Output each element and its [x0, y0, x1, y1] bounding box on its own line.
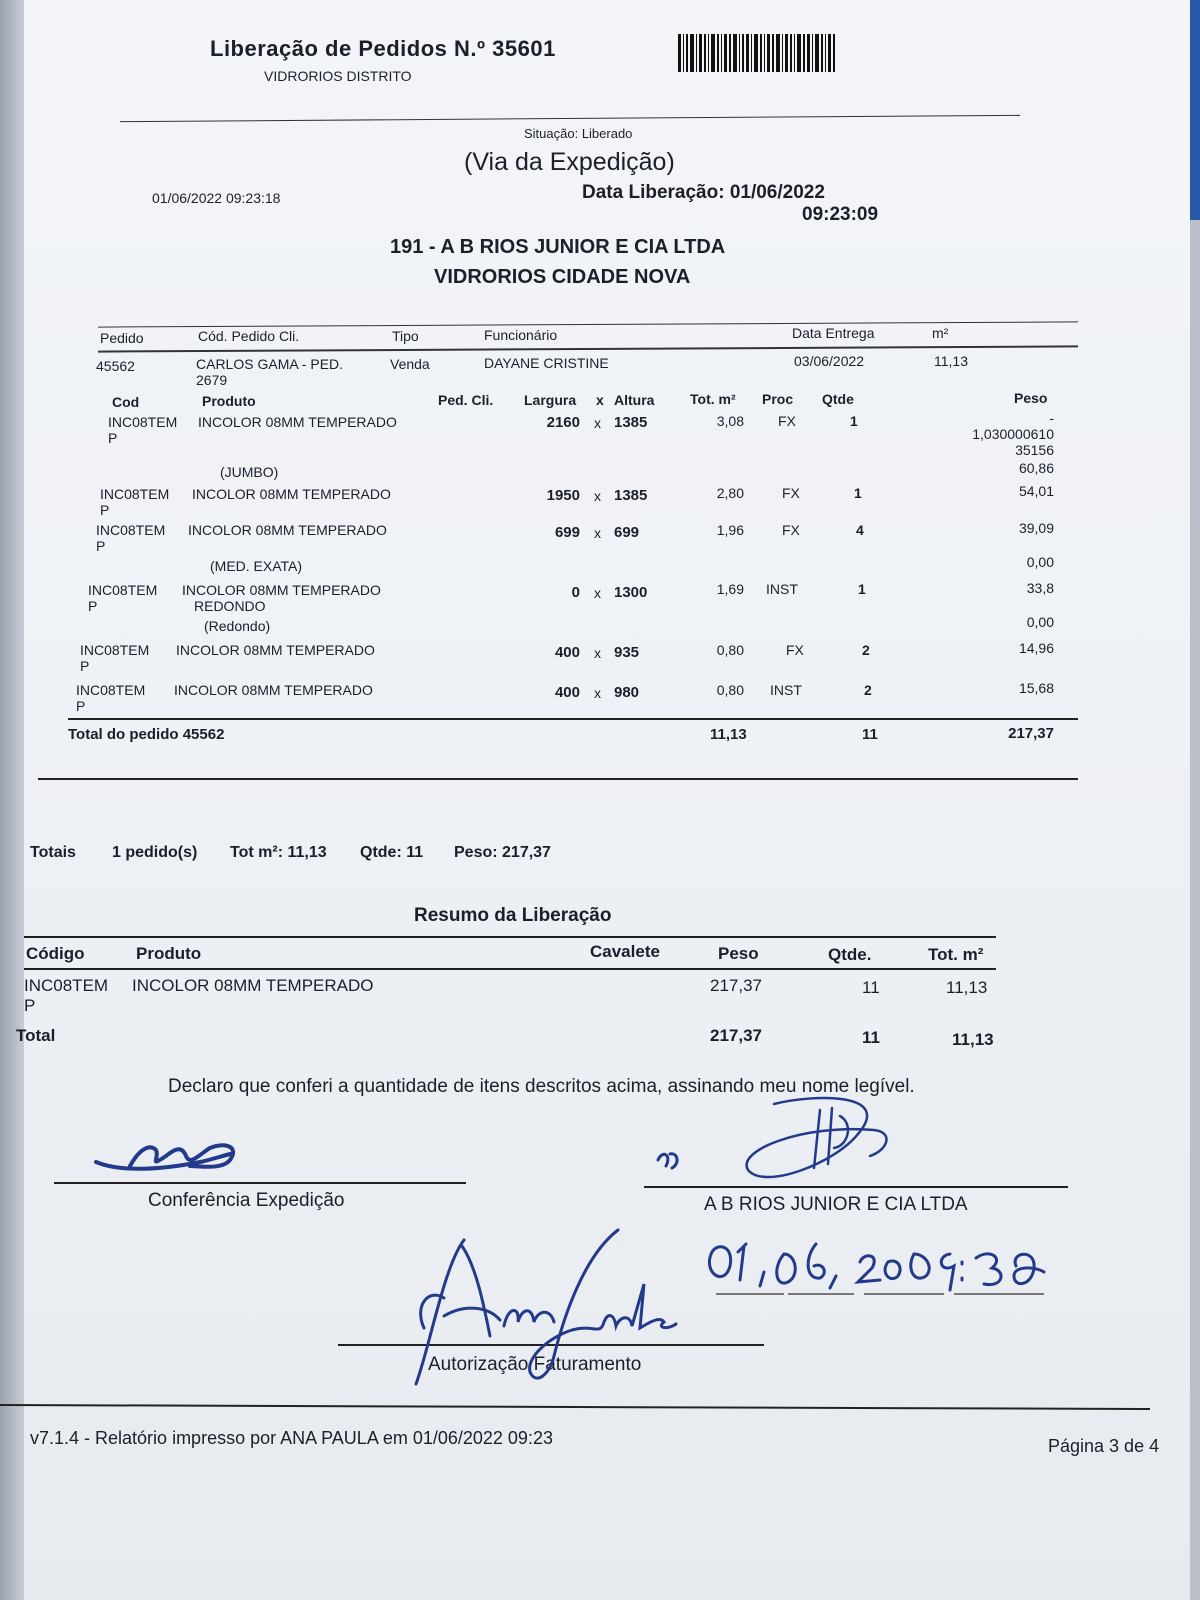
resumo-row-produto: INCOLOR 08MM TEMPERADO [132, 976, 374, 995]
resumo-col-cavalete: Cavalete [590, 942, 660, 961]
tipo-value: Venda [390, 356, 430, 372]
cod-pedido-cli-label: Cód. Pedido Cli. [198, 328, 300, 344]
item-cod-suffix: P [88, 598, 98, 614]
pedido-header-divider [98, 345, 1078, 352]
totais-m2: Tot m²: 11,13 [230, 844, 327, 861]
resumo-header-divider [24, 968, 996, 970]
pedido-total-peso: 217,37 [1008, 725, 1054, 742]
col-largura: Largura [524, 392, 577, 408]
totais-peso: Peso: 217,37 [454, 844, 551, 861]
company-name: VIDRORIOS DISTRITO [264, 68, 412, 84]
item-peso: - [1049, 410, 1054, 426]
item-altura: 699 [614, 524, 640, 541]
section-divider [38, 778, 1078, 780]
item-cod: INC08TEM [76, 682, 146, 698]
item-note: (MED. EXATA) [210, 558, 303, 574]
item-produto: INCOLOR 08MM TEMPERADO [176, 642, 375, 658]
item-qtde: 2 [864, 682, 872, 698]
data-entrega-value: 03/06/2022 [794, 353, 865, 369]
col-tot-m2: Tot. m² [690, 391, 736, 407]
item-proc: FX [778, 413, 796, 429]
item-tot-m2: 3,08 [716, 413, 744, 429]
item-produto: INCOLOR 08MM TEMPERADO [174, 682, 373, 698]
funcionario-value: DAYANE CRISTINE [484, 355, 609, 371]
cod-pedido-cli-2: 2679 [196, 372, 228, 388]
item-tot-m2: 1,96 [716, 522, 744, 538]
item-qtde: 1 [858, 581, 866, 597]
item-proc: FX [782, 522, 800, 538]
pedido-top-divider [98, 321, 1078, 327]
resumo-col-qtde: Qtde. [828, 945, 872, 964]
resumo-row-cod-suffix: P [24, 996, 36, 1015]
item-peso: 15,68 [1018, 680, 1054, 696]
page-number: Página 3 de 4 [1048, 1436, 1160, 1456]
item-note: (Redondo) [204, 618, 271, 634]
m2-value: 11,13 [934, 353, 968, 369]
cod-pedido-cli: CARLOS GAMA - PED. [196, 356, 344, 372]
col-produto: Produto [202, 393, 256, 409]
item-produto: INCOLOR 08MM TEMPERADO [182, 582, 381, 598]
resumo-total-peso: 217,37 [710, 1026, 762, 1045]
item-largura: 0 [571, 584, 580, 601]
item-note: (JUMBO) [220, 464, 279, 480]
funcionario-label: Funcionário [484, 327, 558, 343]
resumo-row-cod: INC08TEM [24, 976, 109, 995]
pedido-numero: 45562 [96, 358, 135, 374]
document-title: Liberação de Pedidos N.º 35601 [210, 36, 556, 61]
col-qtde: Qtde [822, 391, 854, 407]
item-tot-m2: 0,80 [716, 682, 744, 698]
item-tot-m2: 1,69 [716, 581, 744, 597]
item-cod-suffix: P [108, 430, 118, 446]
cliente-loja: VIDRORIOS CIDADE NOVA [434, 266, 691, 288]
data-entrega-label: Data Entrega [792, 325, 875, 341]
pedido-total-m2: 11,13 [710, 726, 747, 743]
item-peso-extra: 60,86 [1018, 460, 1054, 476]
item-tot-m2: 0,80 [716, 642, 744, 658]
totais-label: Totais [30, 844, 76, 861]
item-altura: 1300 [614, 584, 648, 601]
item-altura: 1385 [614, 487, 648, 504]
item-cod: INC08TEM [96, 522, 166, 538]
item-peso: 39,09 [1018, 520, 1054, 536]
item-x: x [594, 685, 601, 701]
item-largura: 2160 [546, 414, 580, 431]
item-largura: 699 [554, 524, 580, 541]
document-page [16, 0, 1190, 1600]
item-proc: FX [786, 642, 804, 658]
signature-line-conferencia [54, 1182, 466, 1184]
col-cod: Cod [112, 394, 140, 410]
item-qtde: 2 [862, 642, 870, 658]
situacao-label: Situação: Liberado [524, 126, 633, 141]
declaracao-text: Declaro que conferi a quantidade de itens descritos acima, assinando meu nome legível. [168, 1076, 915, 1097]
item-largura: 400 [554, 644, 580, 661]
signature-cliente-icon [644, 1094, 924, 1204]
item-produto: INCOLOR 08MM TEMPERADO [198, 414, 397, 430]
col-altura: Altura [614, 392, 655, 408]
item-cod: INC08TEM [108, 414, 178, 430]
col-proc: Proc [762, 391, 794, 407]
pedido-total-label: Total do pedido 45562 [68, 726, 225, 743]
item-proc: INST [770, 682, 802, 698]
pedido-total-qtde: 11 [862, 726, 878, 743]
m2-label: m² [932, 325, 949, 341]
item-cod-suffix: P [76, 698, 86, 714]
resumo-total-qtde: 11 [862, 1028, 880, 1047]
hora-liberacao: 09:23:09 [802, 204, 879, 225]
barcode-icon [678, 34, 838, 72]
resumo-total-tot-m2: 11,13 [952, 1030, 994, 1049]
item-x: x [594, 585, 601, 601]
item-qtde: 4 [856, 522, 864, 538]
item-note-peso: 0,00 [1026, 554, 1054, 570]
item-qtde: 1 [854, 485, 862, 501]
item-produto: INCOLOR 08MM TEMPERADO [188, 522, 387, 538]
item-cod-suffix: P [96, 538, 106, 554]
pedido-label: Pedido [100, 330, 144, 346]
item-x: x [594, 415, 601, 431]
item-cod-suffix: P [80, 658, 90, 674]
signature-autorizacao-icon [404, 1226, 704, 1396]
item-cod-suffix: P [100, 502, 110, 518]
item-x: x [594, 488, 601, 504]
resumo-top-divider [24, 936, 996, 938]
item-peso-extra: 35156 [1015, 442, 1054, 458]
signature-label-cliente: A B RIOS JUNIOR E CIA LTDA [704, 1194, 968, 1215]
resumo-row-tot-m2: 11,13 [946, 978, 988, 997]
col-peso: Peso [1014, 390, 1048, 406]
col-ped-cli: Ped. Cli. [438, 392, 494, 408]
resumo-row-qtde: 11 [862, 978, 880, 997]
item-x: x [594, 525, 601, 541]
item-peso: 14,96 [1018, 640, 1054, 656]
item-produto-2: REDONDO [194, 598, 266, 614]
item-proc: FX [782, 485, 800, 501]
item-cod: INC08TEM [100, 486, 170, 502]
col-x: x [596, 392, 604, 408]
resumo-row-peso: 217,37 [710, 976, 762, 995]
resumo-col-produto: Produto [136, 944, 202, 963]
signature-label-conferencia: Conferência Expedição [148, 1190, 345, 1211]
signature-label-autorizacao: Autorização Faturamento [428, 1354, 642, 1375]
item-tot-m2: 2,80 [716, 485, 744, 501]
resumo-total-label: Total [16, 1026, 56, 1045]
item-altura: 980 [614, 684, 640, 701]
item-peso: 54,01 [1018, 483, 1054, 499]
tipo-label: Tipo [392, 328, 419, 344]
header-divider [120, 115, 1020, 122]
footer-printed-by: v7.1.4 - Relatório impresso por ANA PAULA em 01/06/2022 09:23 [30, 1428, 553, 1448]
signature-conferencia-icon [90, 1136, 250, 1180]
item-largura: 400 [554, 684, 580, 701]
item-cod: INC08TEM [88, 582, 158, 598]
item-peso: 33,8 [1026, 580, 1054, 596]
item-note-peso: 0,00 [1026, 614, 1054, 630]
item-produto: INCOLOR 08MM TEMPERADO [192, 486, 391, 502]
item-proc: INST [766, 581, 798, 597]
item-altura: 1385 [614, 414, 648, 431]
printed-datetime: 01/06/2022 09:23:18 [152, 190, 281, 206]
cliente-nome: 191 - A B RIOS JUNIOR E CIA LTDA [390, 236, 726, 258]
totais-pedidos: 1 pedido(s) [112, 844, 198, 861]
resumo-title: Resumo da Liberação [414, 905, 612, 926]
footer-divider [0, 1404, 1150, 1410]
item-peso-extra: 1,030000610 [972, 426, 1054, 442]
item-largura: 1950 [546, 487, 580, 504]
data-liberacao: Data Liberação: 01/06/2022 [582, 182, 825, 203]
item-cod: INC08TEM [80, 642, 150, 658]
handwritten-date-icon [704, 1232, 1064, 1302]
resumo-col-tot-m2: Tot. m² [928, 945, 984, 964]
resumo-col-codigo: Código [26, 944, 85, 963]
pedido-total-divider [68, 718, 1078, 720]
resumo-col-peso: Peso [718, 944, 759, 963]
via-label: (Via da Expedição) [464, 148, 675, 176]
item-x: x [594, 645, 601, 661]
item-altura: 935 [614, 644, 640, 661]
item-qtde: 1 [850, 413, 858, 429]
totais-qtde: Qtde: 11 [360, 844, 424, 861]
